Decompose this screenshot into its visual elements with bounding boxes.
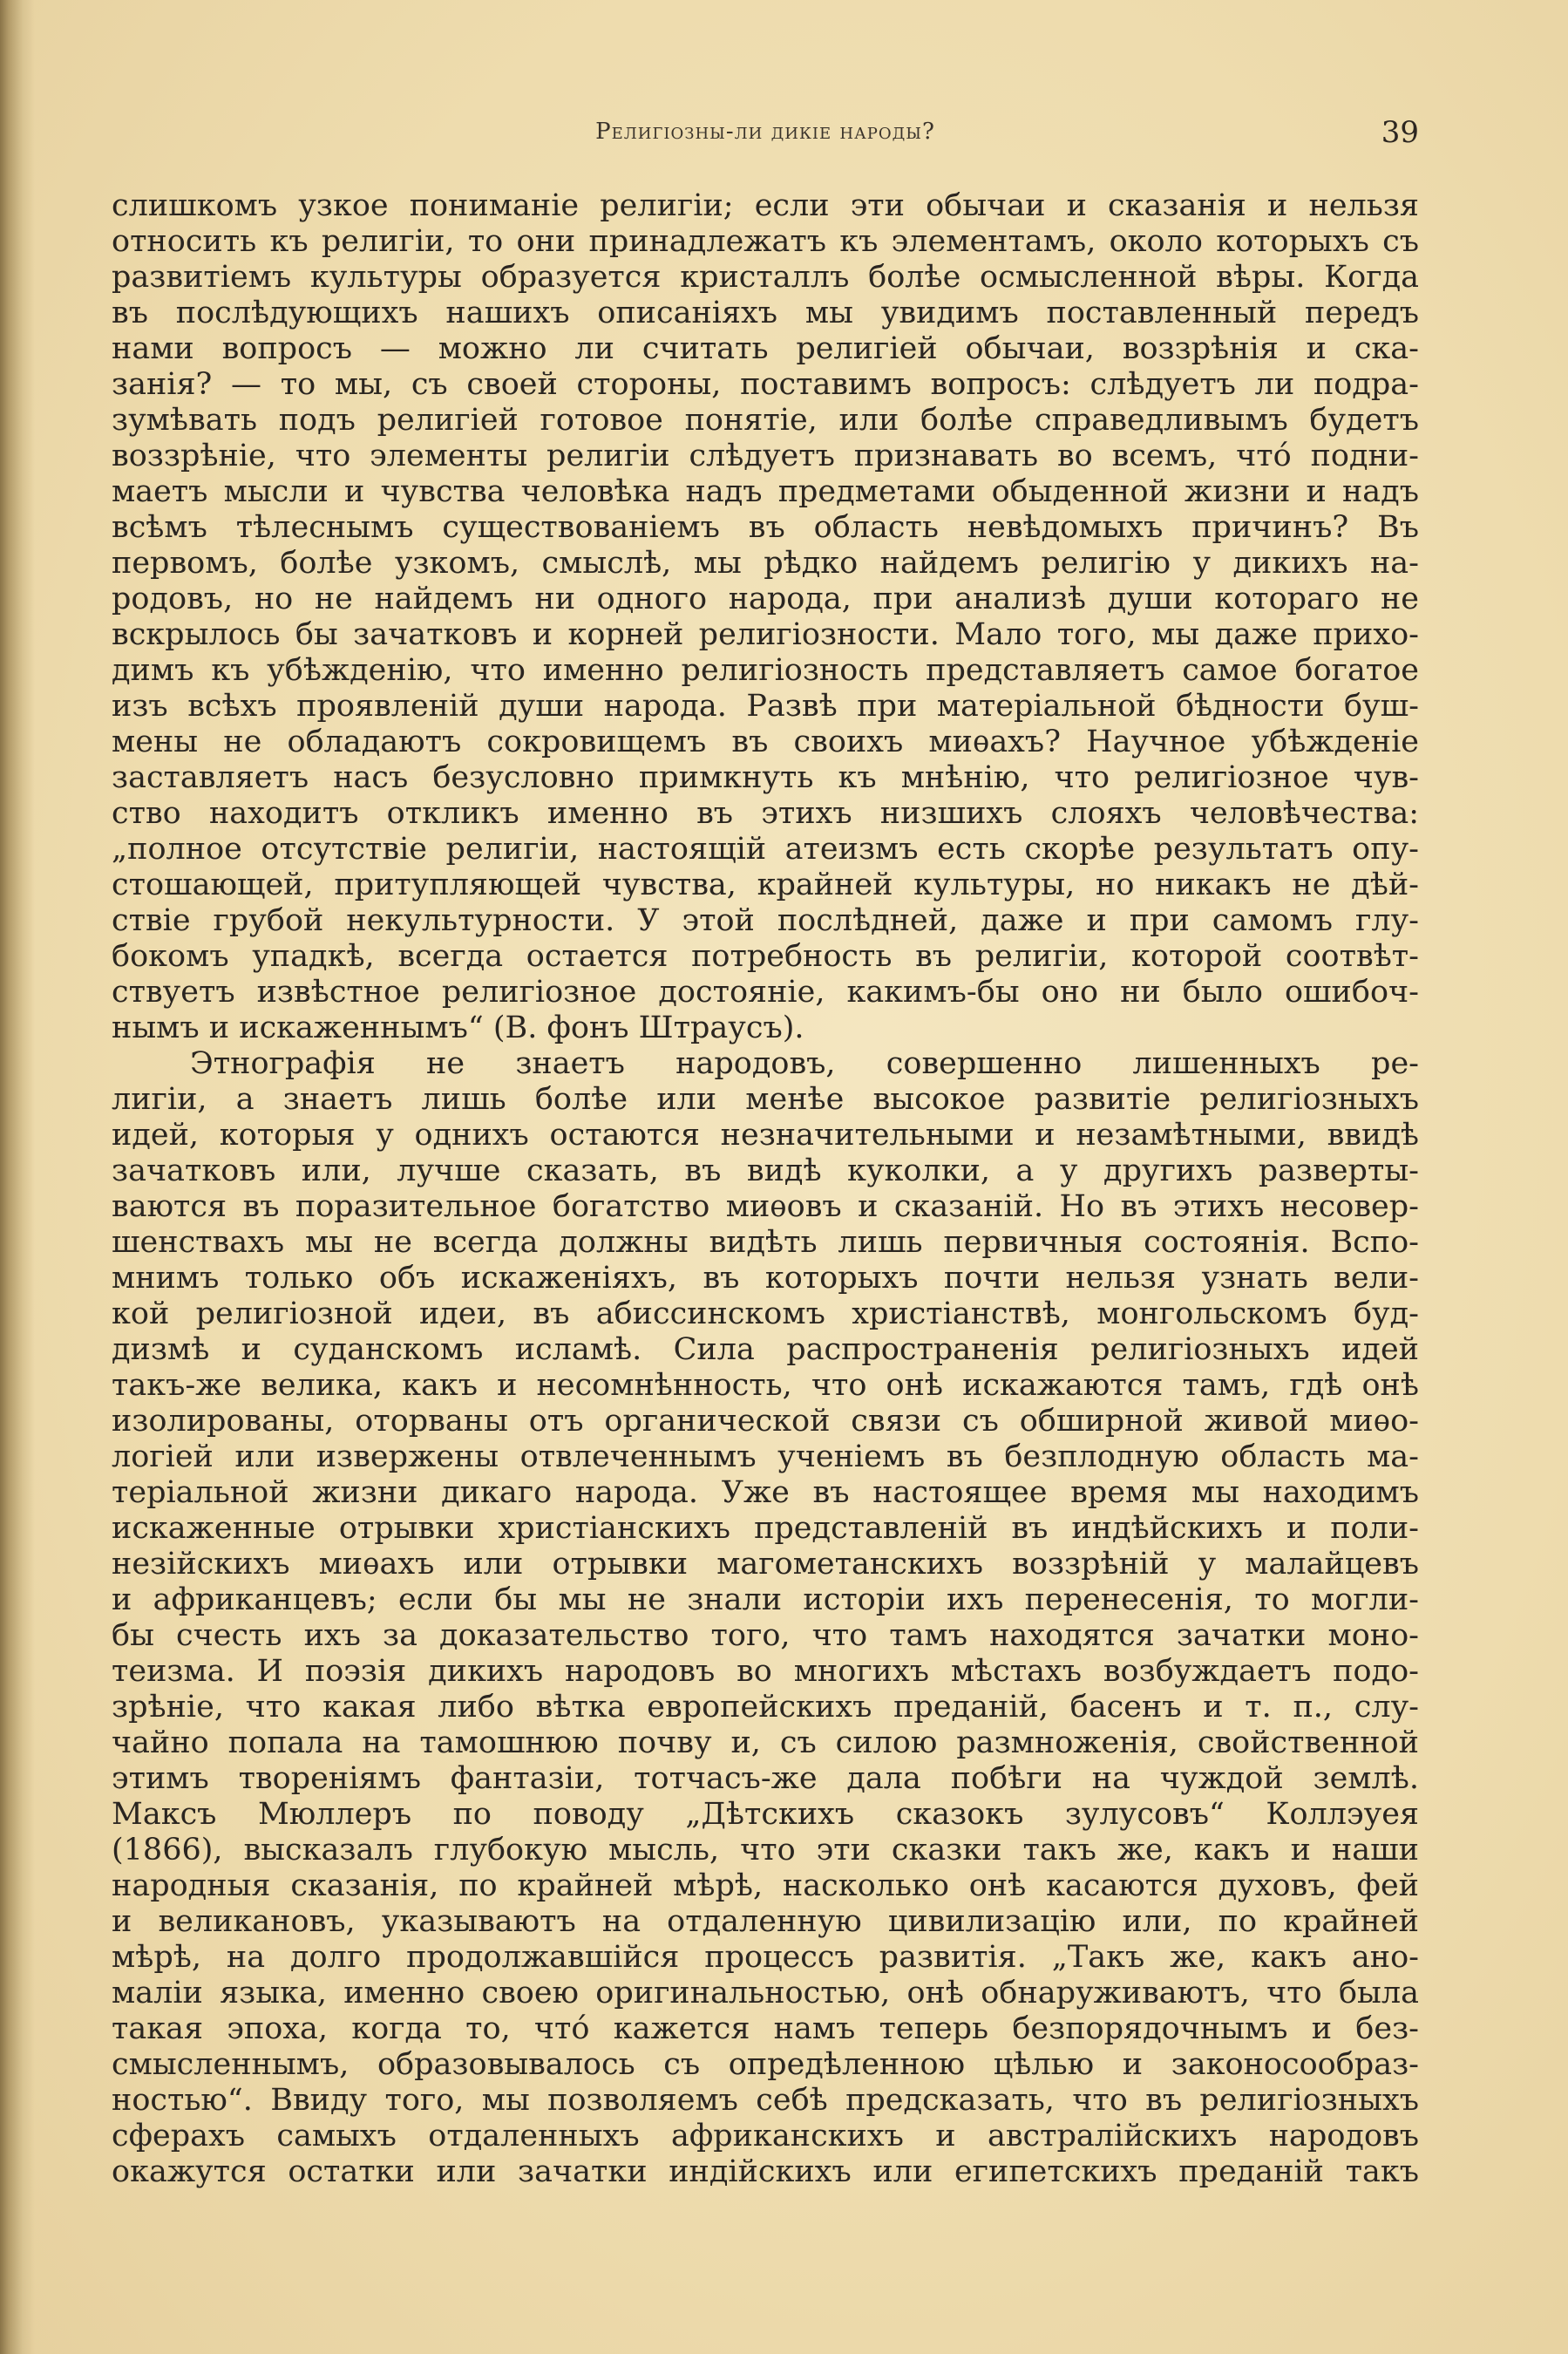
body-text	[112, 188, 1419, 2190]
text-line: такая эпоха, когда то, чтó кажется намъ теперь безпорядочнымъ и без-	[112, 2011, 1419, 2046]
text-line: нымъ и искаженнымъ“ (В. фонъ Штраусъ).	[112, 1010, 804, 1045]
text-line: ствіе грубой некультурности. У этой послѣдней, даже и при самомъ глу-	[112, 903, 1419, 938]
text-line: маліи языка, именно своею оригинальностью, онѣ обнаруживаютъ, что была	[112, 1976, 1419, 2010]
text-line: бы счесть ихъ за доказательство того, что тамъ находятся зачатки моно-	[112, 1618, 1419, 1653]
text-line: нами вопросъ — можно ли считать религіей обычаи, воззрѣнія и ска-	[112, 331, 1419, 366]
text-line: маетъ мысли и чувства человѣка надъ предметами обыденной жизни и надъ	[112, 474, 1419, 509]
text-line: зрѣніе, что какая либо вѣтка европейскихъ преданій, басенъ и т. п., слу-	[112, 1690, 1419, 1725]
text-line: кой религіозной идеи, въ абиссинскомъ христіанствѣ, монгольскомъ буд-	[112, 1296, 1419, 1331]
text-line: окажутся остатки или зачатки индійскихъ или египетскихъ преданій такъ	[112, 2154, 1419, 2189]
text-line: шенствахъ мы не всегда должны видѣть лишь первичныя состоянія. Вспо-	[112, 1225, 1419, 1260]
text-line: идей, которыя у однихъ остаются незначительными и незамѣтными, ввидѣ	[112, 1118, 1419, 1153]
text-line: изъ всѣхъ проявленій души народа. Развѣ при матеріальной бѣдности буш-	[112, 689, 1419, 724]
text-line: въ послѣдующихъ нашихъ описаніяхъ мы увидимъ поставленный передъ	[112, 296, 1419, 330]
text-line: незійскихъ миѳахъ или отрывки магометанскихъ воззрѣній у малайцевъ	[112, 1547, 1419, 1582]
text-line: лигіи, а знаетъ лишь болѣе или менѣе высокое развитіе религіозныхъ	[112, 1082, 1419, 1117]
text-line: и африканцевъ; если бы мы не знали исторіи ихъ перенесенія, то могли-	[112, 1582, 1419, 1617]
text-line: всѣмъ тѣлеснымъ существованіемъ въ область невѣдомыхъ причинъ? Въ	[112, 510, 1419, 545]
text-line: теріальной жизни дикаго народа. Уже въ настоящее время мы находимъ	[112, 1475, 1419, 1510]
spine-shadow	[0, 0, 35, 2354]
page-number: 39	[1381, 115, 1419, 150]
text-line: занія? — то мы, съ своей стороны, поставимъ вопросъ: слѣдуетъ ли подра-	[112, 367, 1419, 402]
text-line: ностью“. Ввиду того, мы позволяемъ себѣ предсказать, что въ религіозныхъ	[112, 2083, 1419, 2118]
text-line: ство находитъ откликъ именно въ этихъ низшихъ слояхъ человѣчества:	[112, 796, 1419, 831]
text-line: (1866), высказалъ глубокую мысль, что эти сказки такъ же, какъ и наши	[112, 1833, 1419, 1868]
text-line: стошающей, притупляющей чувства, крайней культуры, но никакъ не дѣй-	[112, 867, 1419, 902]
text-line: слишкомъ узкое пониманіе религіи; если эти обычаи и сказанія и нельзя	[112, 188, 1419, 223]
text-line: логіей или извержены отвлеченнымъ ученіемъ въ безплодную область ма-	[112, 1439, 1419, 1474]
text-line: зачатковъ или, лучше сказать, въ видѣ куколки, а у другихъ разверты-	[112, 1153, 1419, 1188]
text-line: чайно попала на тамошнюю почву и, съ силою размноженія, свойственной	[112, 1725, 1419, 1760]
text-line: вскрылось бы зачатковъ и корней религіозности. Мало того, мы даже прихо-	[112, 617, 1419, 652]
text-line: мѣрѣ, на долго продолжавшійся процессъ развитія. „Такъ же, какъ ано-	[112, 1940, 1419, 1975]
text-line: такъ-же велика, какъ и несомнѣнность, что онѣ искажаются тамъ, гдѣ онѣ	[112, 1368, 1419, 1403]
text-line: родовъ, но не найдемъ ни одного народа, при анализѣ души котораго не	[112, 582, 1419, 616]
text-line: заставляетъ насъ безусловно примкнуть къ мнѣнію, что религіозное чув-	[112, 760, 1419, 795]
text-line: теизма. И поэзія дикихъ народовъ во многихъ мѣстахъ возбуждаетъ подо-	[112, 1654, 1419, 1689]
text-line: развитіемъ культуры образуется кристаллъ болѣе осмысленной вѣры. Когда	[112, 260, 1419, 295]
text-line: относить къ религіи, то они принадлежатъ къ элементамъ, около которыхъ съ	[112, 224, 1419, 259]
text-line: дизмѣ и суданскомъ исламѣ. Сила распространенія религіозныхъ идей	[112, 1332, 1419, 1367]
text-line: димъ къ убѣжденію, что именно религіозность представляетъ самое богатое	[112, 653, 1419, 688]
text-line: „полное отсутствіе религіи, настоящій атеизмъ есть скорѣе результатъ опу-	[112, 832, 1419, 867]
text-line: искаженные отрывки христіанскихъ представленій въ индѣйскихъ и поли-	[112, 1511, 1419, 1546]
text-line: воззрѣніе, что элементы религіи слѣдуетъ признавать во всемъ, чтó подни-	[112, 439, 1419, 473]
text-line: сферахъ самыхъ отдаленныхъ африканскихъ и австралійскихъ народовъ	[112, 2119, 1419, 2153]
running-title: Религіозны-ли дикіе народы?	[595, 119, 935, 145]
page-header	[112, 115, 1419, 157]
text-line: ствуетъ извѣстное религіозное достояніе, какимъ-бы оно ни было ошибоч-	[112, 975, 1419, 1010]
text-line: Этнографія не знаетъ народовъ, совершенно лишенныхъ ре-	[190, 1046, 1419, 1081]
text-line: ваются въ поразительное богатство миѳовъ и сказаній. Но въ этихъ несовер-	[112, 1189, 1419, 1224]
text-line: Максъ Мюллеръ по поводу „Дѣтскихъ сказокъ зулусовъ“ Коллэуея	[112, 1797, 1419, 1832]
text-line: изолированы, оторваны отъ органической связи съ обширной живой миѳо-	[112, 1404, 1419, 1439]
text-line: бокомъ упадкѣ, всегда остается потребность въ религіи, которой соотвѣт-	[112, 939, 1419, 974]
text-line: мены не обладаютъ сокровищемъ въ своихъ миѳахъ? Научное убѣжденіе	[112, 725, 1419, 759]
text-line: этимъ твореніямъ фантазіи, тотчасъ-же дала побѣги на чуждой землѣ.	[112, 1761, 1419, 1796]
text-line: смысленнымъ, образовывалось съ опредѣленною цѣлью и законосообраз-	[112, 2047, 1419, 2082]
text-line: народныя сказанія, по крайней мѣрѣ, насколько онѣ касаются духовъ, фей	[112, 1868, 1419, 1903]
text-line: и великановъ, указываютъ на отдаленную цивилизацію или, по крайней	[112, 1904, 1419, 1939]
text-line: зумѣвать подъ религіей готовое понятіе, или болѣе справедливымъ будетъ	[112, 403, 1419, 438]
text-line: первомъ, болѣе узкомъ, смыслѣ, мы рѣдко найдемъ религію у дикихъ на-	[112, 546, 1419, 581]
text-line: мнимъ только объ искаженіяхъ, въ которыхъ почти нельзя узнать вели-	[112, 1261, 1419, 1296]
